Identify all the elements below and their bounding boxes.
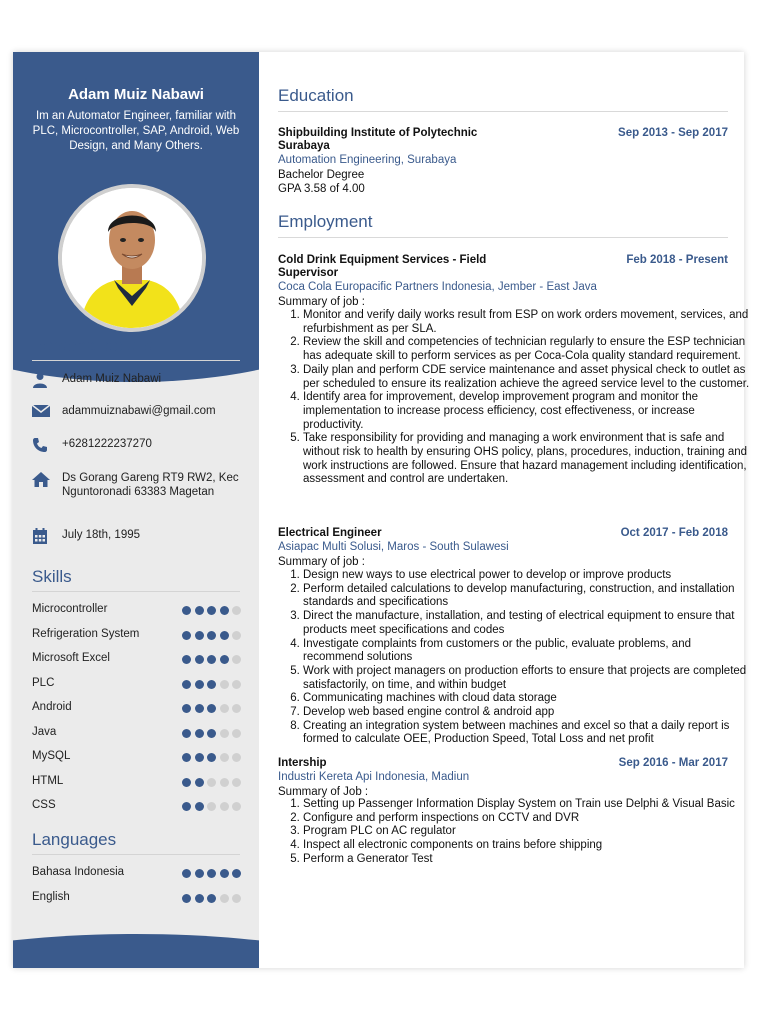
skill-label: CSS: [32, 799, 56, 811]
job-duty: 1. Design new ways to use electrical power to develop or improve products: [303, 569, 753, 583]
skill-rating: [182, 606, 244, 616]
rating-dot: [220, 802, 229, 811]
language-rating: [182, 869, 244, 879]
job-duties-list: [278, 798, 753, 867]
rating-dot: [220, 631, 229, 640]
rating-dot: [195, 753, 204, 762]
rating-dot: [195, 894, 204, 903]
rating-dot: [182, 680, 191, 689]
job-duty: 2. Review the skill and competencies of technician regularly to ensure the ESP technician has adequate skill to perform services as per Coca-Cola quality standard requirement.: [303, 336, 753, 363]
rating-dot: [232, 606, 241, 615]
personal-details-heading: Personal details: [32, 336, 240, 361]
skill-label: PLC: [32, 676, 55, 689]
rating-dot: [220, 753, 229, 762]
rating-dot: [232, 753, 241, 762]
avatar: [58, 184, 206, 332]
sidebar: [13, 52, 259, 968]
rating-dot: [207, 894, 216, 903]
education-school: Shipbuilding Institute of Polytechnic Surabaya: [278, 127, 478, 152]
language-rating: [182, 894, 244, 904]
skill-row: [32, 603, 244, 617]
job-summary-label: Summary of job :: [278, 556, 365, 568]
job-title: Electrical Engineer: [278, 527, 382, 539]
personal-address: Ds Gorang Gareng RT9 RW2, Kec Nguntoronadi 63383 Magetan: [62, 472, 239, 498]
skill-rating: [182, 631, 244, 641]
rating-dot: [220, 606, 229, 615]
rating-dot: [220, 894, 229, 903]
job-dates: Feb 2018 - Present: [626, 254, 728, 266]
envelope-icon: [32, 404, 50, 420]
skill-rating: [182, 802, 244, 812]
rating-dot: [195, 680, 204, 689]
rating-dot: [195, 729, 204, 738]
profile-tagline: Im an Automator Engineer, familiar with PLC, Microcontroller, SAP, Android, Web Design, and Many Others.: [32, 110, 240, 152]
skill-label: Java: [32, 725, 57, 738]
job-duty: 1. Monitor and verify daily works result from ESP on work orders movement, services, and refurbishment as per SLA.: [303, 309, 753, 336]
job-duty: 5. Take responsibility for providing and managing a work environment that is safe and without risk to health by ensuring OHS policy, plans, procedures, induction, training and work instructions are followed. Ensure that hazard management including identification, assessment and control are undertaken.: [303, 432, 753, 487]
personal-name: Adam Muiz Nabawi: [62, 373, 162, 385]
education-gpa: GPA 3.58 of 4.00: [278, 183, 365, 195]
skill-label: Microsoft Excel: [32, 652, 110, 664]
rating-dot: [195, 655, 204, 664]
skill-row: [32, 799, 244, 813]
rating-dot: [182, 655, 191, 664]
job-duties-list: [278, 569, 753, 747]
job-duty: 4. Identify area for improvement, develop improvement program and monitor the implementation to increase process efficiency, cost effectiveness, or increase productivity.: [303, 391, 753, 432]
rating-dot: [232, 704, 241, 713]
skill-label: HTML: [32, 774, 64, 787]
rating-dot: [232, 869, 241, 878]
rating-dot: [220, 704, 229, 713]
user-icon: [32, 372, 50, 388]
skill-label: MySQL: [32, 750, 71, 762]
rating-dot: [207, 869, 216, 878]
job-duty: 5. Perform a Generator Test: [303, 853, 753, 867]
rating-dot: [207, 729, 216, 738]
rating-dot: [195, 704, 204, 713]
job-duty: 8. Creating an integration system between machines and excel so that a daily report is formed to calculate OEE, Production Speed, Total Loss and net profit: [303, 720, 753, 747]
skill-row: [32, 677, 244, 691]
rating-dot: [207, 753, 216, 762]
job-duty: 5. Work with project managers on production efforts to ensure that projects are completed satisfactorily, on time, and within budget: [303, 665, 753, 692]
education-heading: Education: [278, 86, 728, 112]
skill-row: [32, 628, 244, 642]
rating-dot: [182, 704, 191, 713]
job-duty: 7. Develop web based engine control & android app: [303, 706, 753, 720]
calendar-icon: [32, 528, 50, 544]
skill-row: [32, 750, 244, 764]
job-duty: 3. Direct the manufacture, installation, and testing of electrical equipment to ensure that products meet specifications and codes: [303, 610, 753, 637]
home-icon: [32, 471, 50, 487]
rating-dot: [195, 778, 204, 787]
skill-row: [32, 652, 244, 666]
job-org: Industri Kereta Api Indonesia, Madiun: [278, 771, 470, 783]
skill-rating: [182, 704, 244, 714]
skill-row: [32, 775, 244, 789]
rating-dot: [207, 631, 216, 640]
rating-dot: [207, 778, 216, 787]
rating-dot: [195, 802, 204, 811]
job-summary-label: Summary of Job :: [278, 786, 369, 798]
job-summary-label: Summary of job :: [278, 296, 365, 308]
skill-rating: [182, 729, 244, 739]
skill-rating: [182, 655, 244, 665]
skill-rating: [182, 753, 244, 763]
job-duty: 2. Perform detailed calculations to develop manufacturing, construction, and installation standards and specifications: [303, 583, 753, 610]
rating-dot: [207, 802, 216, 811]
rating-dot: [232, 655, 241, 664]
education-degree: Bachelor Degree: [278, 169, 365, 181]
rating-dot: [182, 753, 191, 762]
job-duty: 3. Program PLC on AC regulator: [303, 825, 753, 839]
job-dates: Oct 2017 - Feb 2018: [620, 527, 728, 539]
rating-dot: [220, 869, 229, 878]
education-program: Automation Engineering, Surabaya: [278, 154, 457, 166]
rating-dot: [182, 606, 191, 615]
job-duty: 3. Daily plan and perform CDE service maintenance and asset physical check to outlet as per scheduled to ensure its realization achieve the agreed service level to the customer.: [303, 364, 753, 391]
skill-rating: [182, 778, 244, 788]
job-duty: 4. Inspect all electronic components on trains before shipping: [303, 839, 753, 853]
rating-dot: [220, 778, 229, 787]
rating-dot: [207, 680, 216, 689]
rating-dot: [232, 680, 241, 689]
rating-dot: [232, 894, 241, 903]
rating-dot: [232, 729, 241, 738]
skill-rating: [182, 680, 244, 690]
rating-dot: [182, 631, 191, 640]
skill-row: [32, 701, 244, 715]
language-label: English: [32, 890, 70, 903]
employment-heading: Employment: [278, 212, 728, 238]
personal-email: adammuiznabawi@gmail.com: [62, 405, 216, 417]
job-duty: 2. Configure and perform inspections on CCTV and DVR: [303, 812, 753, 826]
rating-dot: [232, 778, 241, 787]
language-row: [32, 891, 244, 905]
rating-dot: [220, 680, 229, 689]
rating-dot: [182, 802, 191, 811]
skill-label: Android: [32, 701, 72, 713]
rating-dot: [207, 655, 216, 664]
skill-row: [32, 726, 244, 740]
rating-dot: [232, 802, 241, 811]
rating-dot: [220, 729, 229, 738]
rating-dot: [182, 778, 191, 787]
profile-name: Adam Muiz Nabawi: [68, 86, 204, 103]
rating-dot: [195, 606, 204, 615]
education-dates: Sep 2013 - Sep 2017: [618, 127, 728, 139]
job-title: Cold Drink Equipment Services - Field Supervisor: [278, 254, 487, 279]
personal-birthdate: July 18th, 1995: [62, 529, 141, 541]
rating-dot: [207, 606, 216, 615]
rating-dot: [182, 729, 191, 738]
job-dates: Sep 2016 - Mar 2017: [618, 757, 728, 769]
rating-dot: [182, 894, 191, 903]
job-duty: 1. Setting up Passenger Information Display System on Train use Delphi & Visual Basic: [303, 798, 753, 812]
job-title: Intership: [278, 757, 327, 769]
rating-dot: [195, 631, 204, 640]
job-org: Asiapac Multi Solusi, Maros - South Sulawesi: [278, 541, 509, 553]
skills-heading: Skills: [32, 567, 240, 592]
rating-dot: [220, 655, 229, 664]
job-org: Coca Cola Europacific Partners Indonesia, Jember - East Java: [278, 281, 597, 293]
job-duties-list: [278, 309, 753, 487]
resume-page: [13, 52, 750, 968]
skill-label: Refrigeration System: [32, 627, 140, 640]
language-label: Bahasa Indonesia: [32, 866, 125, 878]
personal-phone: +6281222237270: [62, 438, 152, 450]
job-duty: 6. Communicating machines with cloud data storage: [303, 692, 753, 706]
rating-dot: [232, 631, 241, 640]
sidebar-footer-curve: [13, 934, 259, 968]
rating-dot: [195, 869, 204, 878]
language-row: [32, 866, 244, 880]
skill-label: Microcontroller: [32, 603, 108, 615]
job-duty: 4. Investigate complaints from customers or the public, evaluate problems, and recommend solutions: [303, 638, 753, 665]
languages-heading: Languages: [32, 830, 240, 855]
phone-icon: [32, 437, 50, 453]
rating-dot: [182, 869, 191, 878]
rating-dot: [207, 704, 216, 713]
